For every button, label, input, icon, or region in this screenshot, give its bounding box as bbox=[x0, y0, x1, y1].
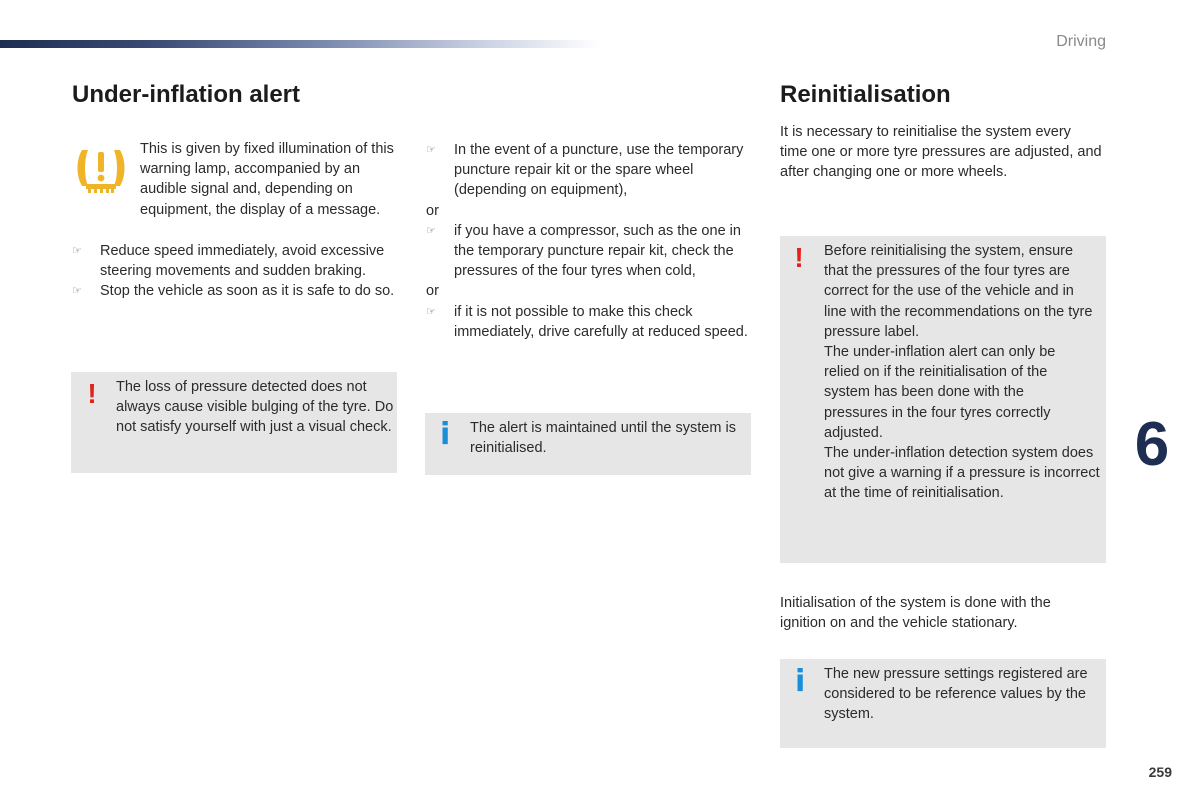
info-icon: i bbox=[795, 664, 806, 699]
pointing-hand-icon: ☞ bbox=[426, 224, 436, 237]
info-text: The new pressure settings registered are considered to be reference values by the system. bbox=[824, 666, 1088, 723]
reinitialisation-title: Reinitialisation bbox=[780, 81, 951, 108]
tyre-pressure-warning-icon bbox=[74, 144, 128, 196]
header-gradient-bar bbox=[0, 40, 600, 48]
or-separator: or bbox=[426, 202, 439, 219]
warning-box-reinitialisation bbox=[780, 236, 1106, 563]
exclamation-icon: ! bbox=[794, 242, 804, 273]
exclamation-icon: ! bbox=[87, 378, 97, 409]
info-box-alert-maintained bbox=[425, 413, 751, 475]
reinitialisation-intro: It is necessary to reinitialise the system every time one or more tyre pressures are adjusted, and after changing one or more wheels. bbox=[780, 124, 1102, 181]
pointing-hand-icon: ☞ bbox=[426, 144, 436, 156]
warning-text: Before reinitialising the system, ensure that the pressures of the four tyres are correct for the use of the vehicle and in line with the recommendations on the tyre pressure label. The under-inflation alert can only be relied on if the reinitialisation of the system has been done with the pressures in the four tyres correctly adjusted. The under-inflation detection system does not give a warning if a pressure is incorrect at the time of reinitialisation. bbox=[824, 243, 1100, 502]
info-icon: i bbox=[440, 417, 451, 452]
under-inflation-title: Under-inflation alert bbox=[72, 81, 301, 108]
or-separator: or bbox=[426, 283, 439, 300]
pointing-hand-icon: ☞ bbox=[426, 305, 436, 318]
list-item: ☞ Reduce speed immediately, avoid excessive steering movements and sudden braking. bbox=[72, 243, 385, 280]
page-number: 259 bbox=[1148, 764, 1172, 780]
left-bullet-list bbox=[72, 241, 402, 302]
pointing-hand-icon: ☞ bbox=[72, 245, 82, 257]
list-item: ☞ if it is not possible to make this check immediately, drive carefully at reduced speed. bbox=[426, 303, 748, 340]
list-item: ☞ if you have a compressor, such as the one in the temporary puncture repair kit, check the pressures of the four tyres when cold, bbox=[426, 222, 741, 280]
chapter-number: 6 bbox=[1134, 410, 1170, 479]
initialisation-text: Initialisation of the system is done with the ignition on and the vehicle stationary. bbox=[780, 595, 1051, 632]
pointing-hand-icon: ☞ bbox=[72, 285, 82, 298]
info-text: The alert is maintained until the system is reinitialised. bbox=[470, 420, 736, 457]
middle-column-list bbox=[426, 140, 748, 342]
warning-box-pressure-loss bbox=[71, 372, 397, 473]
list-item: ☞ Stop the vehicle as soon as it is safe to do so. bbox=[72, 281, 402, 301]
warning-text: The loss of pressure detected does not always cause visible bulging of the tyre. Do not satisfy yourself with just a visual check. bbox=[116, 379, 394, 436]
list-item: ☞ In the event of a puncture, use the temporary puncture repair kit or the spare wheel (depending on equipment), bbox=[426, 142, 744, 199]
info-box-reference-values bbox=[780, 659, 1106, 748]
section-label: Driving bbox=[1056, 33, 1106, 50]
under-inflation-intro: This is given by fixed illumination of this warning lamp, accompanied by an audible signal and, depending on equipment, the display of a message. bbox=[140, 141, 394, 218]
